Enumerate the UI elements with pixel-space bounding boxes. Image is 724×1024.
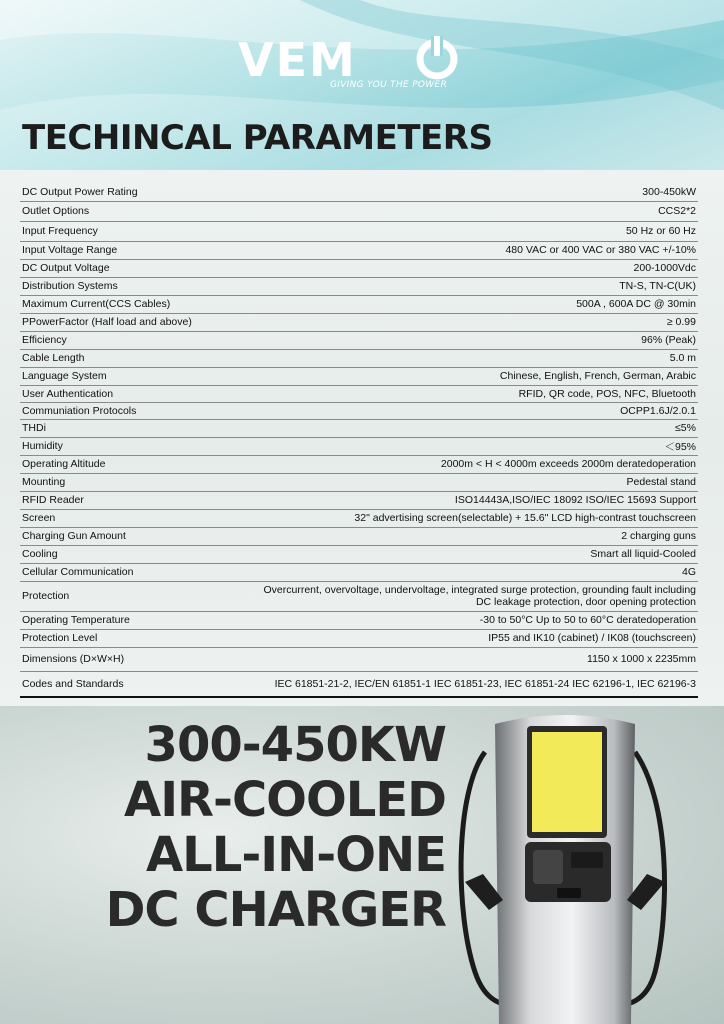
- spec-row: [20, 367, 698, 385]
- headline-line: ALL-IN-ONE: [146, 827, 446, 883]
- spec-label: Input Voltage Range: [20, 241, 213, 259]
- spec-label: DC Output Power Rating: [20, 183, 213, 201]
- spec-label: Maximum Current(CCS Cables): [20, 295, 213, 313]
- spec-row: [20, 671, 698, 697]
- spec-row: [20, 331, 698, 349]
- spec-value: CCS2*2: [213, 201, 698, 221]
- spec-value: 96% (Peak): [213, 331, 698, 349]
- spec-row: [20, 221, 698, 241]
- power-icon: [420, 36, 454, 76]
- spec-label: Language System: [20, 367, 213, 385]
- spec-row: [20, 611, 698, 629]
- spec-value: IP55 and IK10 (cabinet) / IK08 (touchscreen): [213, 629, 698, 647]
- spec-row: [20, 563, 698, 581]
- spec-row: [20, 313, 698, 331]
- spec-value: ≥ 0.99: [213, 313, 698, 331]
- spec-value-line: DC leakage protection, door opening protection: [475, 596, 696, 608]
- spec-value: TN-S, TN-C(UK): [213, 277, 698, 295]
- spec-row: [20, 509, 698, 527]
- spec-value: 200-1000Vdc: [213, 259, 698, 277]
- spec-value: 5.0 m: [213, 349, 698, 367]
- spec-label: Cooling: [20, 545, 213, 563]
- spec-row: [20, 277, 698, 295]
- spec-label: Protection: [20, 581, 213, 611]
- spec-value: ISO14443A,ISO/IEC 18092 ISO/IEC 15693 Support: [213, 491, 698, 509]
- spec-value: 2000m < H < 4000m exceeds 2000m deratedoperation: [213, 455, 698, 473]
- spec-row: [20, 419, 698, 437]
- spec-label: Operating Temperature: [20, 611, 213, 629]
- spec-row: [20, 455, 698, 473]
- spec-value: 32" advertising screen(selectable) + 15.6" LCD high-contrast touchscreen: [213, 509, 698, 527]
- spec-row: [20, 402, 698, 419]
- spec-value: Smart all liquid-Cooled: [213, 545, 698, 563]
- spec-value: 300-450kW: [213, 183, 698, 201]
- spec-row: [20, 581, 698, 611]
- spec-value: 4G: [213, 563, 698, 581]
- spec-row: [20, 473, 698, 491]
- spec-label: Cable Length: [20, 349, 213, 367]
- spec-row: [20, 629, 698, 647]
- spec-label: Input Frequency: [20, 221, 213, 241]
- spec-value: RFID, QR code, POS, NFC, Bluetooth: [213, 385, 698, 402]
- spec-label: User Authentication: [20, 385, 213, 402]
- spec-value: 1150 x 1000 x 2235mm: [213, 647, 698, 671]
- spec-value: 2 charging guns: [213, 527, 698, 545]
- spec-label: Charging Gun Amount: [20, 527, 213, 545]
- spec-row: [20, 385, 698, 402]
- spec-value: Pedestal stand: [213, 473, 698, 491]
- spec-value-line: Overcurrent, overvoltage, undervoltage, integrated surge protection, grounding fault including: [263, 584, 696, 596]
- spec-value: 500A , 600A DC @ 30min: [213, 295, 698, 313]
- headline-line: AIR-COOLED: [124, 772, 446, 828]
- spec-value: Chinese, English, French, German, Arabic: [213, 367, 698, 385]
- spec-row: [20, 437, 698, 455]
- spec-value: ＜95%: [213, 437, 698, 455]
- spec-row: [20, 295, 698, 313]
- spec-row: [20, 183, 698, 201]
- product-headline: [106, 718, 446, 938]
- spec-row: [20, 201, 698, 221]
- headline-line: DC CHARGER: [105, 882, 446, 938]
- spec-label: Codes and Standards: [20, 671, 213, 697]
- spec-label: Distribution Systems: [20, 277, 213, 295]
- headline-line: 300-450KW: [144, 717, 446, 773]
- spec-value: 480 VAC or 400 VAC or 380 VAC +/-10%: [213, 241, 698, 259]
- charger-illustration: [455, 712, 675, 1024]
- spec-label: Outlet Options: [20, 201, 213, 221]
- spec-row: [20, 491, 698, 509]
- spec-row: [20, 545, 698, 563]
- spec-row: [20, 241, 698, 259]
- spec-value: [213, 581, 698, 611]
- spec-value: IEC 61851-21-2, IEC/EN 61851-1 IEC 61851-23, IEC 61851-24 IEC 62196-1, IEC 62196-3: [213, 671, 698, 697]
- spec-value: -30 to 50°C Up to 50 to 60°C deratedoperation: [213, 611, 698, 629]
- spec-row: [20, 527, 698, 545]
- spec-row: [20, 647, 698, 671]
- spec-label: PPowerFactor (Half load and above): [20, 313, 213, 331]
- spec-label: Operating Altitude: [20, 455, 213, 473]
- spec-row: [20, 349, 698, 367]
- spec-label: Humidity: [20, 437, 213, 455]
- spec-value: ≤5%: [213, 419, 698, 437]
- spec-label: Mounting: [20, 473, 213, 491]
- charger-screen: [532, 732, 602, 832]
- spec-value: 50 Hz or 60 Hz: [213, 221, 698, 241]
- spec-label: Efficiency: [20, 331, 213, 349]
- spec-label: RFID Reader: [20, 491, 213, 509]
- spec-label: Screen: [20, 509, 213, 527]
- spec-row: [20, 259, 698, 277]
- spec-label: DC Output Voltage: [20, 259, 213, 277]
- logo-wordmark: VEM: [238, 34, 357, 82]
- spec-table: [20, 183, 698, 698]
- spec-label: Protection Level: [20, 629, 213, 647]
- brand-tagline: GIVING YOU THE POWER: [330, 80, 448, 90]
- spec-value: OCPP1.6J/2.0.1: [213, 402, 698, 419]
- spec-label: Cellular Communication: [20, 563, 213, 581]
- spec-label: Dimensions (D×W×H): [20, 647, 213, 671]
- page-title: TECHINCAL PARAMETERS: [22, 118, 493, 158]
- spec-label: Communiation Protocols: [20, 402, 213, 419]
- spec-label: THDi: [20, 419, 213, 437]
